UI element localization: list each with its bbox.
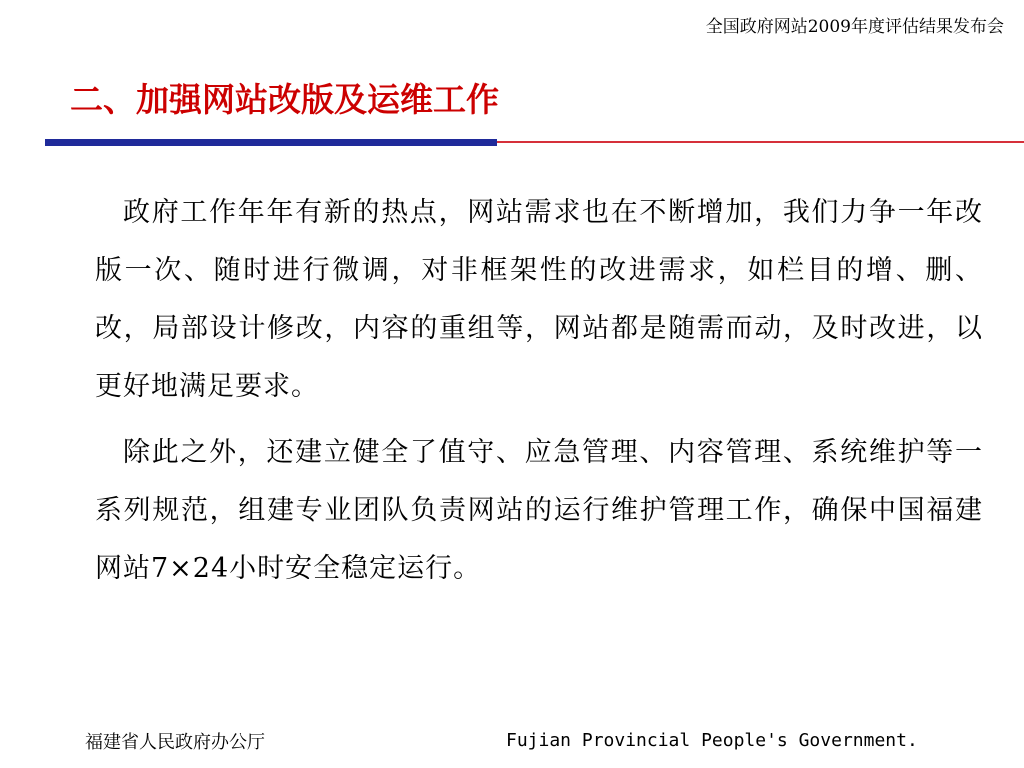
body-paragraph-2: 除此之外，还建立健全了值守、应急管理、内容管理、系统维护等一系列规范，组建专业团队负责网站的运行维护管理工作，确保中国福建网站7×24小时安全稳定运行。 <box>95 437 983 584</box>
slide-title: 二、加强网站改版及运维工作 <box>70 80 499 119</box>
footer-org-chinese: 福建省人民政府办公厅 <box>85 732 265 753</box>
event-caption: 全国政府网站2009年度评估结果发布会 <box>705 17 1004 37</box>
footer-org-english: Fujian Provincial People's Government. <box>506 730 918 751</box>
body-paragraph-1: 政府工作年年有新的热点，网站需求也在不断增加，我们力争一年改版一次、随时进行微调，对非框架性的改进需求，如栏目的增、删、改，局部设计修改，内容的重组等，网站都是随需而动，及时改进，以更好地满足要求。 <box>95 197 983 402</box>
title-underline-red <box>497 141 1024 143</box>
slide-body <box>95 184 983 606</box>
title-underline-blue <box>45 139 497 146</box>
